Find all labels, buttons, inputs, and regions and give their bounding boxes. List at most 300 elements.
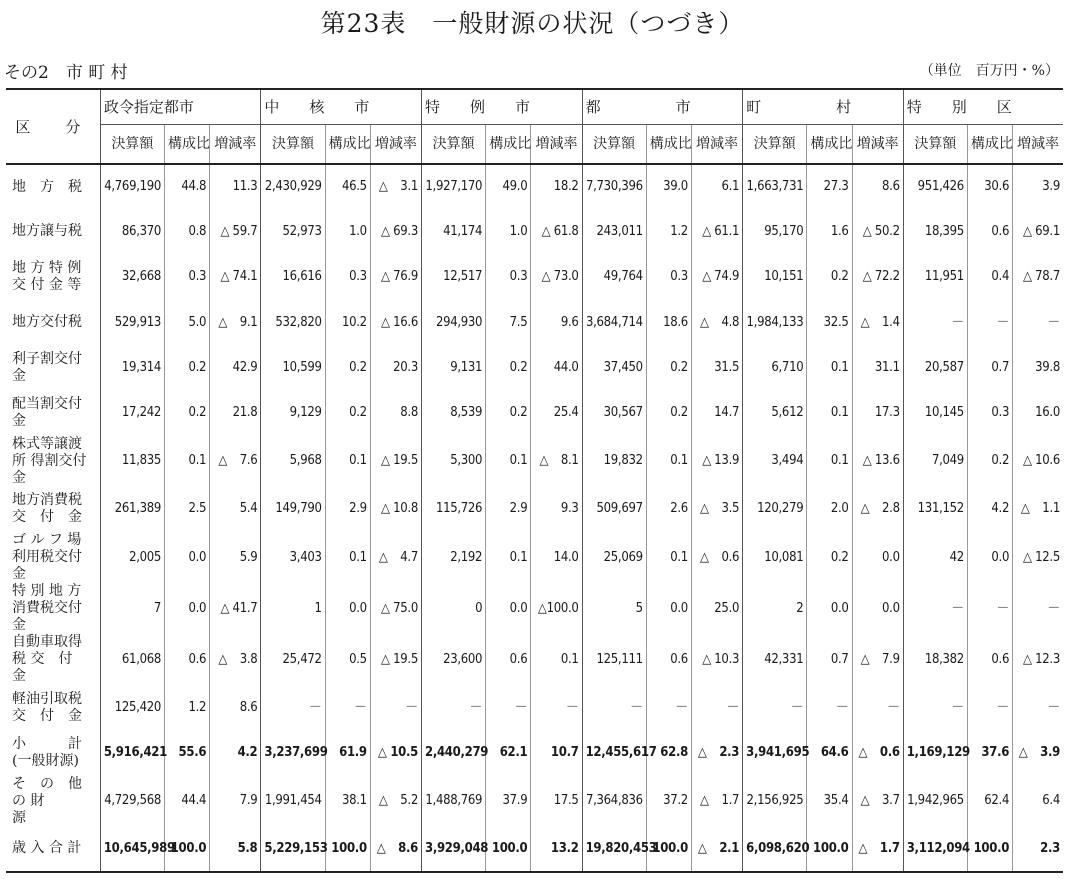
table-cell: 38.1 [325,776,370,827]
table-cell: △ 1.7 [852,827,903,872]
table-cell: △ 0.6 [852,730,903,775]
table-cell: 0.2 [646,390,691,435]
table-cell: 42.9 [210,345,261,390]
table-cell: － [852,685,903,730]
table-cell: △ 19.5 [370,436,421,487]
table-cell: － [261,685,325,730]
table-cell: 95,170 [743,209,807,254]
table-cell: 18.2 [531,164,582,209]
table-cell: 17.3 [852,390,903,435]
table-cell: 25.4 [531,390,582,435]
table-cell: 5.4 [210,487,261,532]
column-group-header: 特 別 区 [903,89,1063,125]
table-cell: △ 74.9 [691,255,742,300]
table-cell: 18,395 [903,209,967,254]
table-cell: △ 2.3 [691,730,742,775]
table-cell: 0.3 [165,255,210,300]
table-cell: 10.2 [325,300,370,345]
table-cell: 16.0 [1013,390,1063,435]
table-row [6,730,1063,775]
table-cell: 4.2 [967,487,1012,532]
table-cell: △ 4.7 [370,532,421,583]
table-cell: △ 4.8 [691,300,742,345]
sub-column-header: 構成比 [325,125,370,165]
table-cell: 5 [582,583,646,634]
table-cell: △ 72.2 [852,255,903,300]
table-cell: － [903,685,967,730]
sub-column-header: 増減率 [531,125,582,165]
table-cell: 0.2 [486,345,531,390]
table-cell: 7,730,396 [582,164,646,209]
table-cell: 10,599 [261,345,325,390]
table-cell: 0.1 [807,436,852,487]
table-cell: 125,111 [582,634,646,685]
table-cell: 0.1 [807,390,852,435]
table-row [6,487,1063,532]
row-label: 地 方 特 例 交 付 金 等 [12,260,82,294]
table-cell: 0.0 [165,583,210,634]
sub-column-header: 構成比 [967,125,1012,165]
table-cell: 23,600 [421,634,485,685]
row-label: 配当割交付金 [12,396,82,430]
table-cell: 42 [903,532,967,583]
table-cell: 509,697 [582,487,646,532]
table-cell: △ 3.7 [852,776,903,827]
table-cell: 0.1 [325,436,370,487]
table-cell: 1 [261,583,325,634]
table-cell: 9,131 [421,345,485,390]
header-row-subcolumns [6,125,1063,165]
table-cell: △ 16.6 [370,300,421,345]
table-cell: 14.7 [691,390,742,435]
column-group-header: 都 市 [582,89,743,125]
table-cell: 0.1 [325,532,370,583]
table-cell: 10,645,989 [100,827,164,872]
column-group-header: 中 核 市 [261,89,422,125]
table-cell: 31.1 [852,345,903,390]
table-cell: 1,991,454 [261,776,325,827]
table-cell: 1,984,133 [743,300,807,345]
table-cell: 2,156,925 [743,776,807,827]
table-cell: △ 13.6 [852,436,903,487]
column-group-header: 特 例 市 [421,89,582,125]
table-cell: 7.5 [486,300,531,345]
table-cell: 0.2 [325,390,370,435]
row-label: 利子割交付金 [12,350,82,384]
table-cell: 6.4 [1013,776,1063,827]
table-cell: 64.6 [807,730,852,775]
table-cell: △ 12.5 [1013,532,1063,583]
table-cell: － [646,685,691,730]
table-cell: △ 10.3 [691,634,742,685]
table-cell: 4,769,190 [100,164,164,209]
table-cell: 0.0 [967,532,1012,583]
table-cell: △ 3.8 [210,634,261,685]
table-cell: 125,420 [100,685,164,730]
table-cell: 0.8 [165,209,210,254]
table-row [6,300,1063,345]
table-cell: 0.2 [165,345,210,390]
table-cell: 6,710 [743,345,807,390]
column-group-header: 町 村 [743,89,904,125]
table-cell: 0.7 [807,634,852,685]
row-label: 自動車取得税 交 付 金 [12,634,87,685]
table-cell: △ 50.2 [852,209,903,254]
table-cell: － [903,300,967,345]
table-cell: 1,488,769 [421,776,485,827]
table-cell: 32,668 [100,255,164,300]
table-cell: 100.0 [325,827,370,872]
table-row [6,827,1063,872]
table-cell: △ 41.7 [210,583,261,634]
table-cell: 27.3 [807,164,852,209]
table-cell: △ 7.6 [210,436,261,487]
table-cell: 0.6 [967,209,1012,254]
sub-column-header: 増減率 [852,125,903,165]
row-label: 株式等譲渡所 得割交付金 [12,435,87,486]
table-cell: △ 8.1 [531,436,582,487]
sub-column-header: 増減率 [210,125,261,165]
table-cell: 0.4 [967,255,1012,300]
table-cell: 3,494 [743,436,807,487]
table-cell: 2,005 [100,532,164,583]
table-row [6,776,1063,827]
table-cell: 9.3 [531,487,582,532]
row-label: 歳 入 合 計 [6,827,100,872]
table-cell: 5.9 [210,532,261,583]
table-cell: 0.0 [646,583,691,634]
table-cell: 7,364,836 [582,776,646,827]
table-cell: 17.5 [531,776,582,827]
page-title: 第23表 一般財源の状況（つづき） [320,9,745,38]
table-cell: 3,237,699 [261,730,325,775]
table-cell: 17,242 [100,390,164,435]
table-cell: 2.6 [646,487,691,532]
table-cell: 1.0 [486,209,531,254]
table-cell: － [807,685,852,730]
sub-column-header: 構成比 [807,125,852,165]
table-cell: △ 0.6 [691,532,742,583]
row-label: 特 別 地 方 消費税交付金 [12,583,82,634]
table-cell: 0.1 [486,532,531,583]
table-cell: 2,192 [421,532,485,583]
table-cell: 18.6 [646,300,691,345]
table-cell: 61.9 [325,730,370,775]
row-label: そ の 他 の 財 源 [12,775,101,826]
table-cell: 2,430,929 [261,164,325,209]
table-cell: 62.1 [486,730,531,775]
table-cell: 243,011 [582,209,646,254]
table-cell: △ 7.9 [852,634,903,685]
table-row [6,532,1063,583]
table-cell: － [1013,583,1063,634]
table-cell: 1,927,170 [421,164,485,209]
table-cell: 25.0 [691,583,742,634]
table-cell: 3,684,714 [582,300,646,345]
table-cell: 5.8 [210,827,261,872]
table-cell: 0.6 [486,634,531,685]
row-label: 地 方 税 [12,178,82,195]
sub-column-header: 構成比 [646,125,691,165]
table-cell: 0.3 [325,255,370,300]
table-cell: 12,517 [421,255,485,300]
table-cell: 0.0 [165,532,210,583]
table-cell: △ 10.8 [370,487,421,532]
table-cell: 1.2 [165,685,210,730]
table-cell: 10,151 [743,255,807,300]
table-cell: 100.0 [967,827,1012,872]
table-row [6,390,1063,435]
table-cell: 11,835 [100,436,164,487]
table-cell: 0.0 [807,583,852,634]
table-cell: 0.2 [486,390,531,435]
table-cell: － [486,685,531,730]
sub-column-header: 増減率 [1013,125,1063,165]
table-cell: 4.2 [210,730,261,775]
table-row [6,436,1063,487]
table-cell: 951,426 [903,164,967,209]
table-cell: 10,145 [903,390,967,435]
table-cell: 62.4 [967,776,1012,827]
table-cell: 44.8 [165,164,210,209]
table-cell: 19,832 [582,436,646,487]
table-cell: 7 [100,583,164,634]
table-row [6,634,1063,685]
table-cell: △ 69.3 [370,209,421,254]
table-cell: 20,587 [903,345,967,390]
table-cell: － [903,583,967,634]
general-revenue-table [6,88,1063,873]
table-cell: － [531,685,582,730]
table-cell: 4,729,568 [100,776,164,827]
table-cell: △100.0 [531,583,582,634]
table-cell: 6.1 [691,164,742,209]
row-label: 小 計 (一般財源) [12,736,82,770]
table-cell: 37.2 [646,776,691,827]
table-cell: 18,382 [903,634,967,685]
table-cell: 13.2 [531,827,582,872]
table-cell: 12,455,617 [582,730,646,775]
table-cell: 532,820 [261,300,325,345]
unit-note: （単位 百万円・%） [919,63,1059,79]
table-cell: 3,941,695 [743,730,807,775]
table-cell: 39.8 [1013,345,1063,390]
table-cell: 35.4 [807,776,852,827]
table-cell: 5,916,421 [100,730,164,775]
table-cell: 39.0 [646,164,691,209]
table-cell: 131,152 [903,487,967,532]
table-cell: 100.0 [486,827,531,872]
table-cell: 9,129 [261,390,325,435]
table-cell: △ 3.1 [370,164,421,209]
table-cell: 0.2 [165,390,210,435]
table-cell: － [967,685,1012,730]
table-cell: 10,081 [743,532,807,583]
table-cell: 2.5 [165,487,210,532]
table-cell: 0.3 [486,255,531,300]
table-cell: 0.3 [646,255,691,300]
table-cell: 5,968 [261,436,325,487]
table-cell: － [1013,300,1063,345]
table-cell: 46.5 [325,164,370,209]
table-cell: △ 3.9 [1013,730,1063,775]
header-row-groups [6,89,1063,125]
column-group-header: 政令指定都市 [100,89,261,125]
table-cell: 5.0 [165,300,210,345]
sub-column-header: 増減率 [370,125,421,165]
table-cell: 0.0 [325,583,370,634]
table-cell: 44.0 [531,345,582,390]
table-cell: 115,726 [421,487,485,532]
table-cell: △ 10.6 [1013,436,1063,487]
table-cell: 100.0 [165,827,210,872]
table-row [6,345,1063,390]
table-cell: 37.9 [486,776,531,827]
table-cell: － [370,685,421,730]
table-cell: 8.8 [370,390,421,435]
table-cell: 25,069 [582,532,646,583]
table-cell: 261,389 [100,487,164,532]
table-cell: 0.2 [967,436,1012,487]
row-label: 軽油引取税 交 付 金 [12,690,82,724]
sub-column-header: 構成比 [486,125,531,165]
table-cell: △ 9.1 [210,300,261,345]
table-cell: △ 13.9 [691,436,742,487]
sub-column-header: 決算額 [582,125,646,165]
table-cell: 0.1 [646,436,691,487]
table-cell: 7.9 [210,776,261,827]
table-cell: 62.8 [646,730,691,775]
table-cell: 16,616 [261,255,325,300]
table-cell: △ 69.1 [1013,209,1063,254]
table-cell: 0.2 [646,345,691,390]
table-cell: 2.9 [486,487,531,532]
table-cell: 2,440,279 [421,730,485,775]
table-cell: 1.0 [325,209,370,254]
table-cell: 100.0 [807,827,852,872]
table-cell: 11,951 [903,255,967,300]
table-cell: △ 19.5 [370,634,421,685]
table-cell: △ 1.1 [1013,487,1063,532]
table-cell: 49.0 [486,164,531,209]
section-subtitle: その2 市 町 村 [4,63,128,83]
row-label: 地方譲与税 [12,223,82,240]
sub-column-header: 決算額 [743,125,807,165]
table-cell: 3.9 [1013,164,1063,209]
table-cell: 2.3 [1013,827,1063,872]
table-row [6,583,1063,634]
table-cell: 0.0 [486,583,531,634]
table-cell: 19,820,453 [582,827,646,872]
table-cell: － [967,583,1012,634]
table-cell: △ 12.3 [1013,634,1063,685]
table-cell: 42,331 [743,634,807,685]
table-cell: 3,112,094 [903,827,967,872]
table-cell: △ 10.5 [370,730,421,775]
table-cell: 149,790 [261,487,325,532]
table-row [6,164,1063,209]
sub-column-header: 決算額 [100,125,164,165]
table-cell: △ 74.1 [210,255,261,300]
table-cell: 55.6 [165,730,210,775]
table-cell: 3,929,048 [421,827,485,872]
table-cell: 120,279 [743,487,807,532]
table-cell: 61,068 [100,634,164,685]
sub-column-header: 増減率 [691,125,742,165]
table-cell: △ 61.8 [531,209,582,254]
table-cell: 1.6 [807,209,852,254]
sub-column-header: 構成比 [165,125,210,165]
table-cell: 20.3 [370,345,421,390]
table-cell: 1,663,731 [743,164,807,209]
table-cell: 0.6 [967,634,1012,685]
table-cell: 6,098,620 [743,827,807,872]
table-cell: 11.3 [210,164,261,209]
table-cell: 31.5 [691,345,742,390]
table-cell: 0.1 [646,532,691,583]
table-cell: △ 1.4 [852,300,903,345]
table-cell: △ 5.2 [370,776,421,827]
table-cell: 0.1 [165,436,210,487]
table-cell: 5,300 [421,436,485,487]
table-cell: 0.2 [325,345,370,390]
row-label: 地方交付税 [12,314,82,331]
table-cell: △ 8.6 [370,827,421,872]
table-cell: 5,612 [743,390,807,435]
table-cell: 30,567 [582,390,646,435]
table-cell: 2.9 [325,487,370,532]
table-cell: 5,229,153 [261,827,325,872]
table-cell: － [691,685,742,730]
table-cell: △ 75.0 [370,583,421,634]
row-label: 地方消費税 交 付 金 [12,492,82,526]
table-cell: 0.2 [807,532,852,583]
table-cell: 0.0 [852,532,903,583]
table-cell: 14.0 [531,532,582,583]
sub-column-header: 決算額 [903,125,967,165]
table-cell: 0.1 [807,345,852,390]
table-cell: － [421,685,485,730]
table-cell: 8.6 [210,685,261,730]
row-header-label: 区 分 [6,89,100,164]
table-cell: － [582,685,646,730]
table-cell: 0.3 [967,390,1012,435]
table-cell: 2.0 [807,487,852,532]
row-label: ゴ ル フ 場 利用税交付金 [12,532,82,583]
table-cell: 0.6 [646,634,691,685]
table-cell: 49,764 [582,255,646,300]
table-cell: 100.0 [646,827,691,872]
table-cell: 529,913 [100,300,164,345]
sub-column-header: 決算額 [261,125,325,165]
table-cell: － [967,300,1012,345]
table-row [6,685,1063,730]
table-cell: △ 59.7 [210,209,261,254]
table-cell: 0.0 [852,583,903,634]
table-row [6,209,1063,254]
table-cell: 0 [421,583,485,634]
sub-column-header: 決算額 [421,125,485,165]
table-cell: △ 73.0 [531,255,582,300]
table-cell: 0.5 [325,634,370,685]
table-cell: 0.1 [486,436,531,487]
table-cell: 1,169,129 [903,730,967,775]
table-cell: 0.1 [531,634,582,685]
table-cell: 10.7 [531,730,582,775]
table-cell: △ 76.9 [370,255,421,300]
table-cell: 30.6 [967,164,1012,209]
table-cell: 41,174 [421,209,485,254]
